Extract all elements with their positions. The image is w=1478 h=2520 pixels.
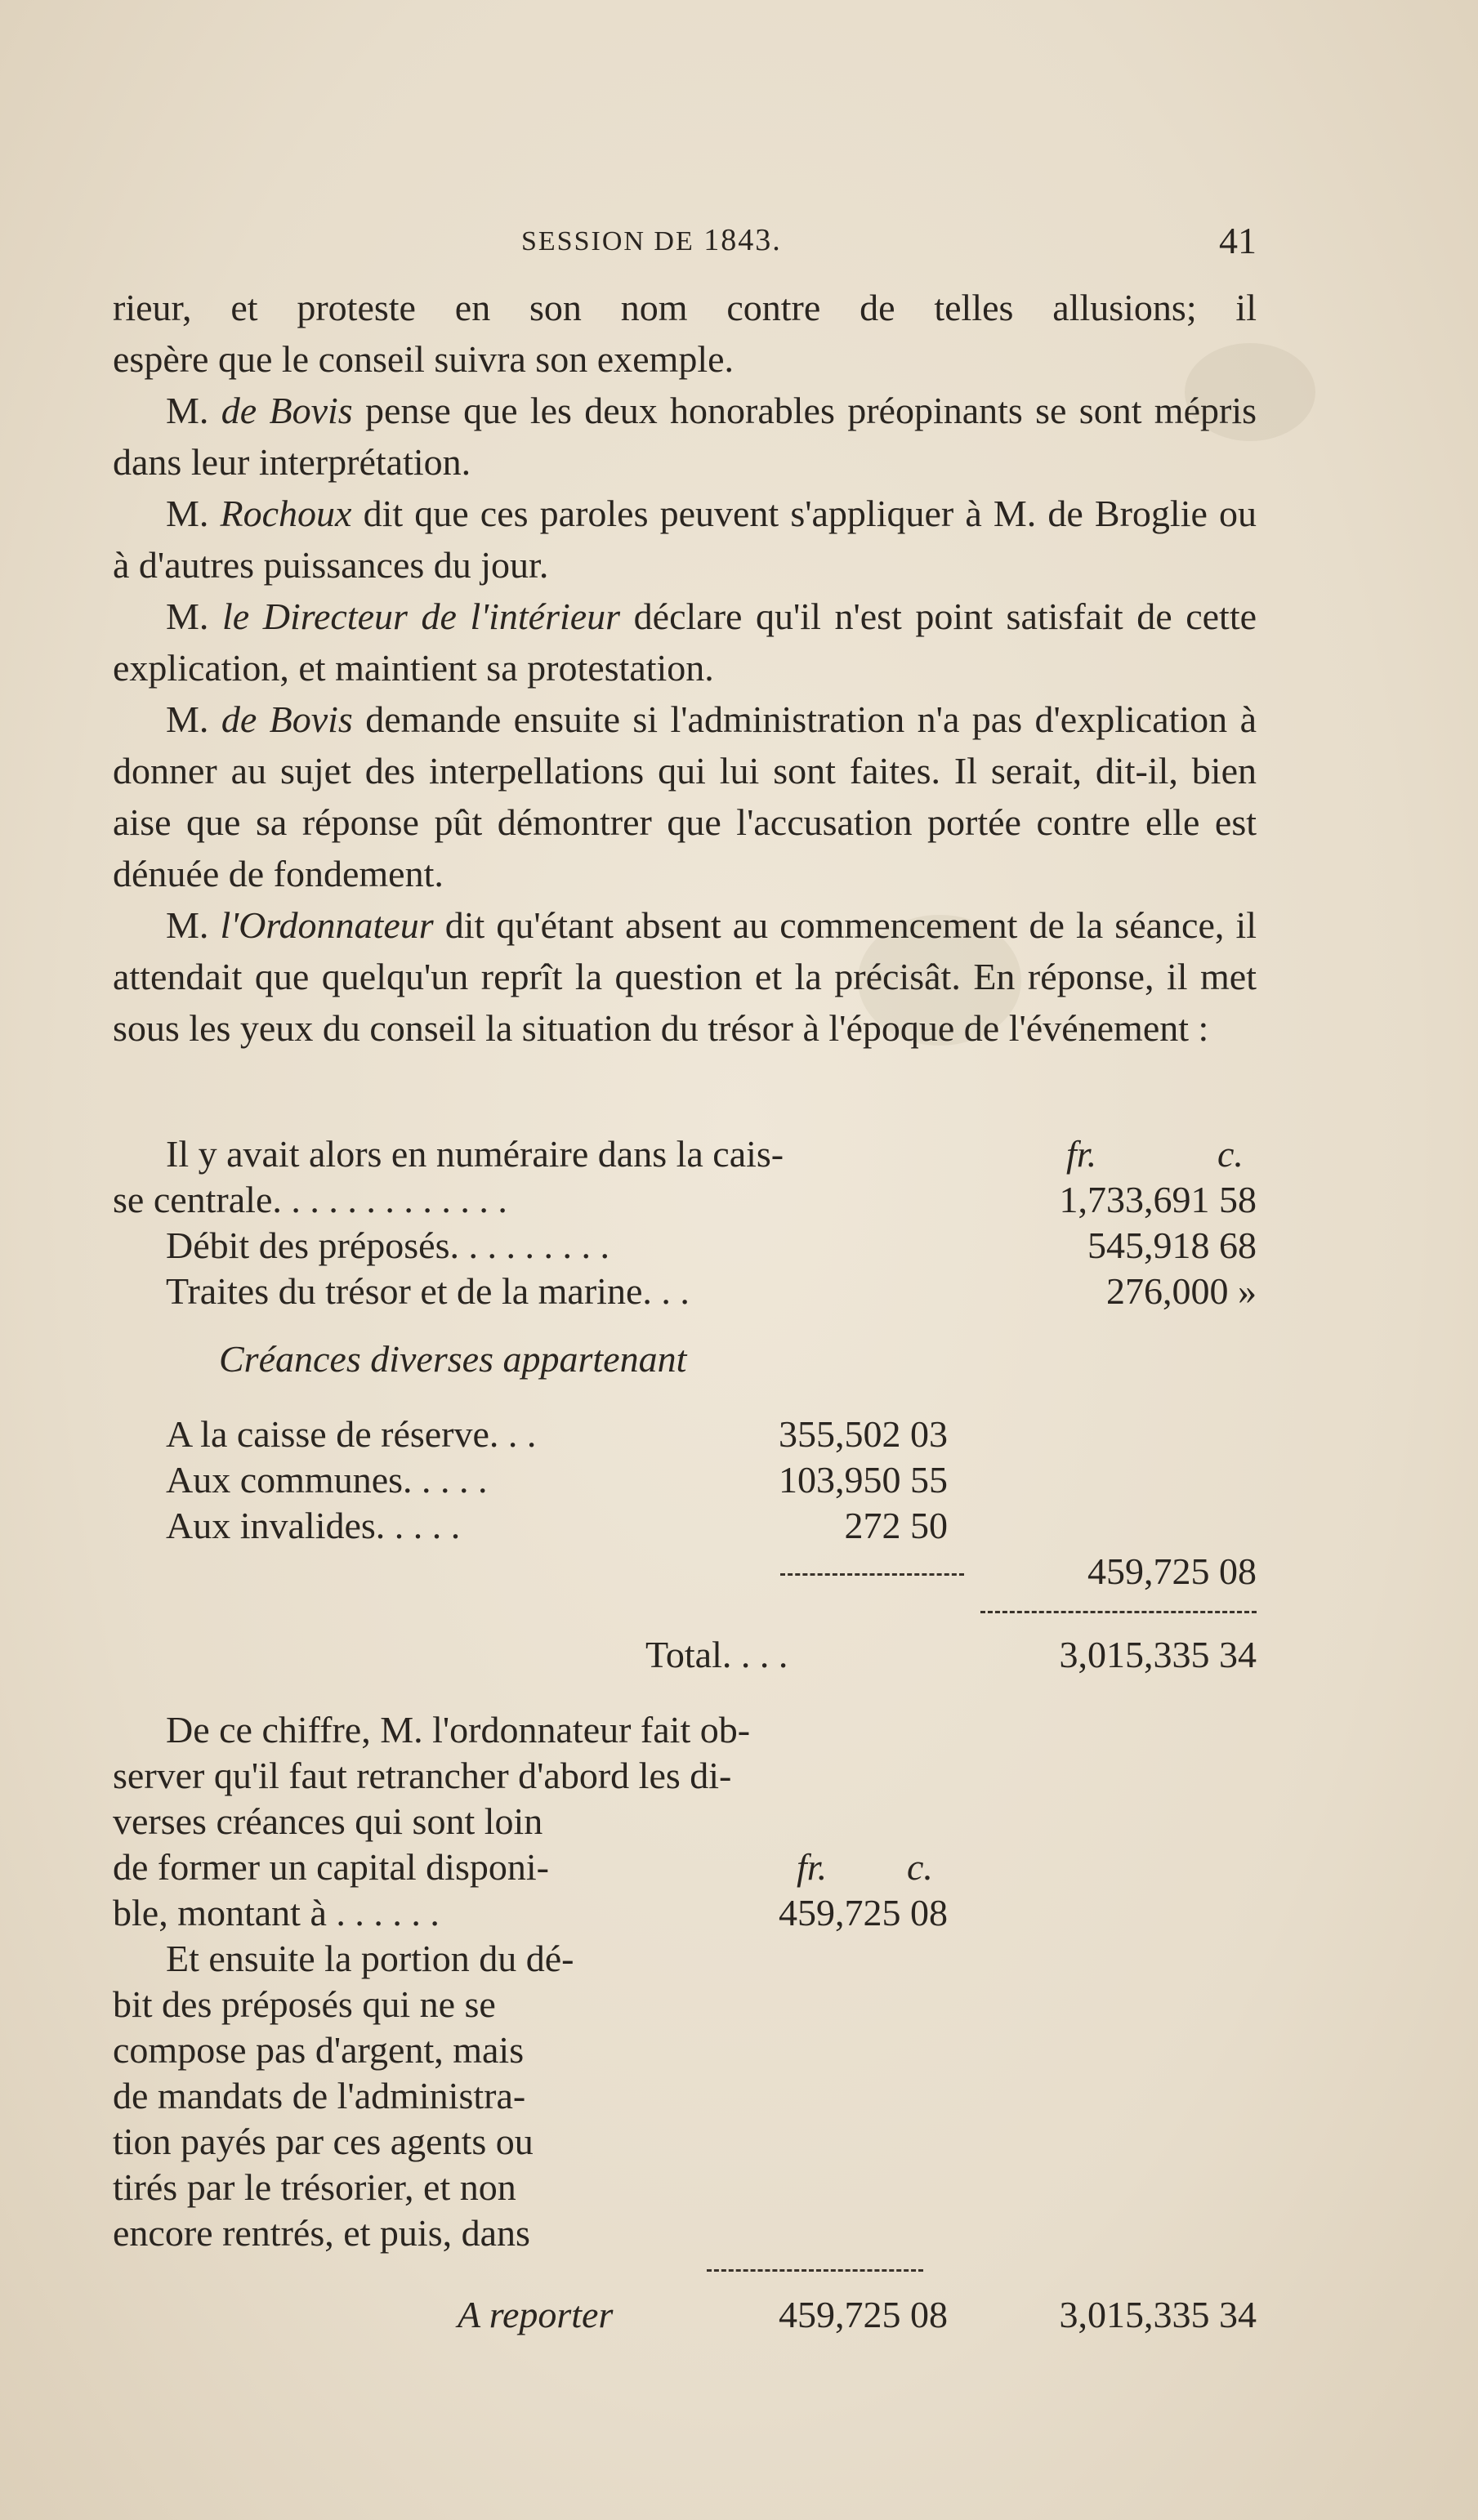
text-line: de former un capital disponi- <box>113 1846 549 1888</box>
running-title <box>521 222 782 258</box>
total-value: 3,015,335 34 <box>1059 1634 1257 1675</box>
running-title-session: SESSION DE <box>521 226 694 256</box>
paragraph-de-bovis-2 <box>113 694 1257 899</box>
creance-label: Aux communes. . . . . <box>166 1459 488 1501</box>
paragraph-text: pense que les deux honorables préopinants se sont mépris dans leur interprétation. <box>113 390 1257 483</box>
speaker-prefix: M. <box>166 698 209 740</box>
paragraph-text: demande ensuite si l'administration n'a pas d'explication à donner au sujet des interpellations qui lui sont faites. Il serait, dit-il, bien aise que sa réponse pût démontrer que l'accusation portée contre elle est dénuée de fondement. <box>113 698 1257 894</box>
speaker-prefix: M. <box>166 904 209 946</box>
carry-label: A reporter <box>458 2294 614 2335</box>
speaker-name: de Bovis <box>221 698 353 740</box>
column-c-label: c. <box>1217 1133 1244 1175</box>
speaker-name: de Bovis <box>221 390 353 431</box>
text-line: tion payés par ces agents ou <box>113 2121 534 2162</box>
ledger-row-label: se centrale. . . . . . . . . . . . . <box>113 1179 507 1220</box>
paragraph-text: déclare qu'il n'est point satisfait de cette explication, et maintient sa protestation. <box>113 595 1257 689</box>
ledger-row-label: Il y avait alors en numéraire dans la cais- <box>166 1133 784 1175</box>
carry-value: 459,725 08 <box>779 2294 948 2335</box>
carry-rule <box>707 2269 923 2272</box>
text-line: encore rentrés, et puis, dans <box>113 2212 530 2254</box>
subtotal-rule <box>780 1573 964 1576</box>
creance-label: Aux invalides. . . . . <box>166 1505 461 1546</box>
creances-total-value: 459,725 08 <box>1087 1550 1257 1592</box>
text-line: Et ensuite la portion du dé- <box>166 1938 574 1979</box>
page-number: 41 <box>1219 220 1257 261</box>
total-label: Total. . . . <box>645 1634 788 1675</box>
total-rule <box>980 1611 1257 1613</box>
ledger-row-value: 1,733,691 58 <box>1059 1179 1257 1220</box>
column-fr-label: fr. <box>1066 1133 1097 1175</box>
creances-heading: Créances diverses appartenant <box>219 1338 687 1380</box>
column-fr-label: fr. <box>797 1846 828 1888</box>
creance-value: 103,950 55 <box>779 1459 948 1501</box>
text-line: verses créances qui sont loin <box>113 1800 543 1842</box>
paragraph-line: espère que le conseil suivra son exemple. <box>113 338 735 380</box>
paragraph-text: dit que ces paroles peuvent s'appliquer à M. de Broglie ou à d'autres puissances du jour. <box>113 493 1257 586</box>
text-line: bit des préposés qui ne se <box>113 1983 496 2025</box>
ledger-row-value: 545,918 68 <box>1087 1224 1257 1266</box>
speaker-prefix: M. <box>166 595 209 637</box>
ledger-row-value: 276,000 » <box>1106 1270 1257 1312</box>
ledger-row-label: Débit des préposés. . . . . . . . . <box>166 1224 610 1266</box>
body-text <box>113 282 1257 1054</box>
paragraph-directeur <box>113 591 1257 694</box>
deduction-value: 459,725 08 <box>779 1892 948 1933</box>
creance-value: 355,502 03 <box>779 1413 948 1455</box>
speaker-name: le Directeur de l'intérieur <box>222 595 621 637</box>
column-c-label: c. <box>907 1846 933 1888</box>
paragraph-text: dit qu'étant absent au commencement de la séance, il attendait que quelqu'un reprît la question et la précisât. En réponse, il met sous les yeux du conseil la situation du trésor à l'époque de l'événement : <box>113 904 1257 1049</box>
text-line: tirés par le trésorier, et non <box>113 2166 516 2208</box>
text-line: server qu'il faut retrancher d'abord les di- <box>113 1755 732 1796</box>
text-line: De ce chiffre, M. l'ordonnateur fait ob- <box>166 1709 751 1751</box>
ledger-row-label: Traites du trésor et de la marine. . . <box>166 1270 690 1312</box>
speaker-name: Rochoux <box>220 493 352 534</box>
running-header <box>113 219 1257 268</box>
paragraph-rochoux <box>113 488 1257 591</box>
text-line: ble, montant à . . . . . . <box>113 1892 440 1933</box>
creance-value: 272 50 <box>844 1505 948 1546</box>
text-line: de mandats de l'administra- <box>113 2075 526 2116</box>
speaker-prefix: M. <box>166 493 209 534</box>
creance-label: A la caisse de réserve. . . <box>166 1413 537 1455</box>
paragraph-de-bovis <box>113 385 1257 488</box>
carry-value: 3,015,335 34 <box>1059 2294 1257 2335</box>
running-title-year: 1843. <box>703 223 782 257</box>
paragraph-ordonnateur <box>113 899 1257 1054</box>
speaker-name: l'Ordonnateur <box>220 904 434 946</box>
text-line: compose pas d'argent, mais <box>113 2029 525 2071</box>
speaker-prefix: M. <box>166 390 209 431</box>
paragraph-line: rieur, et proteste en son nom contre de telles allusions; il <box>113 287 1257 328</box>
